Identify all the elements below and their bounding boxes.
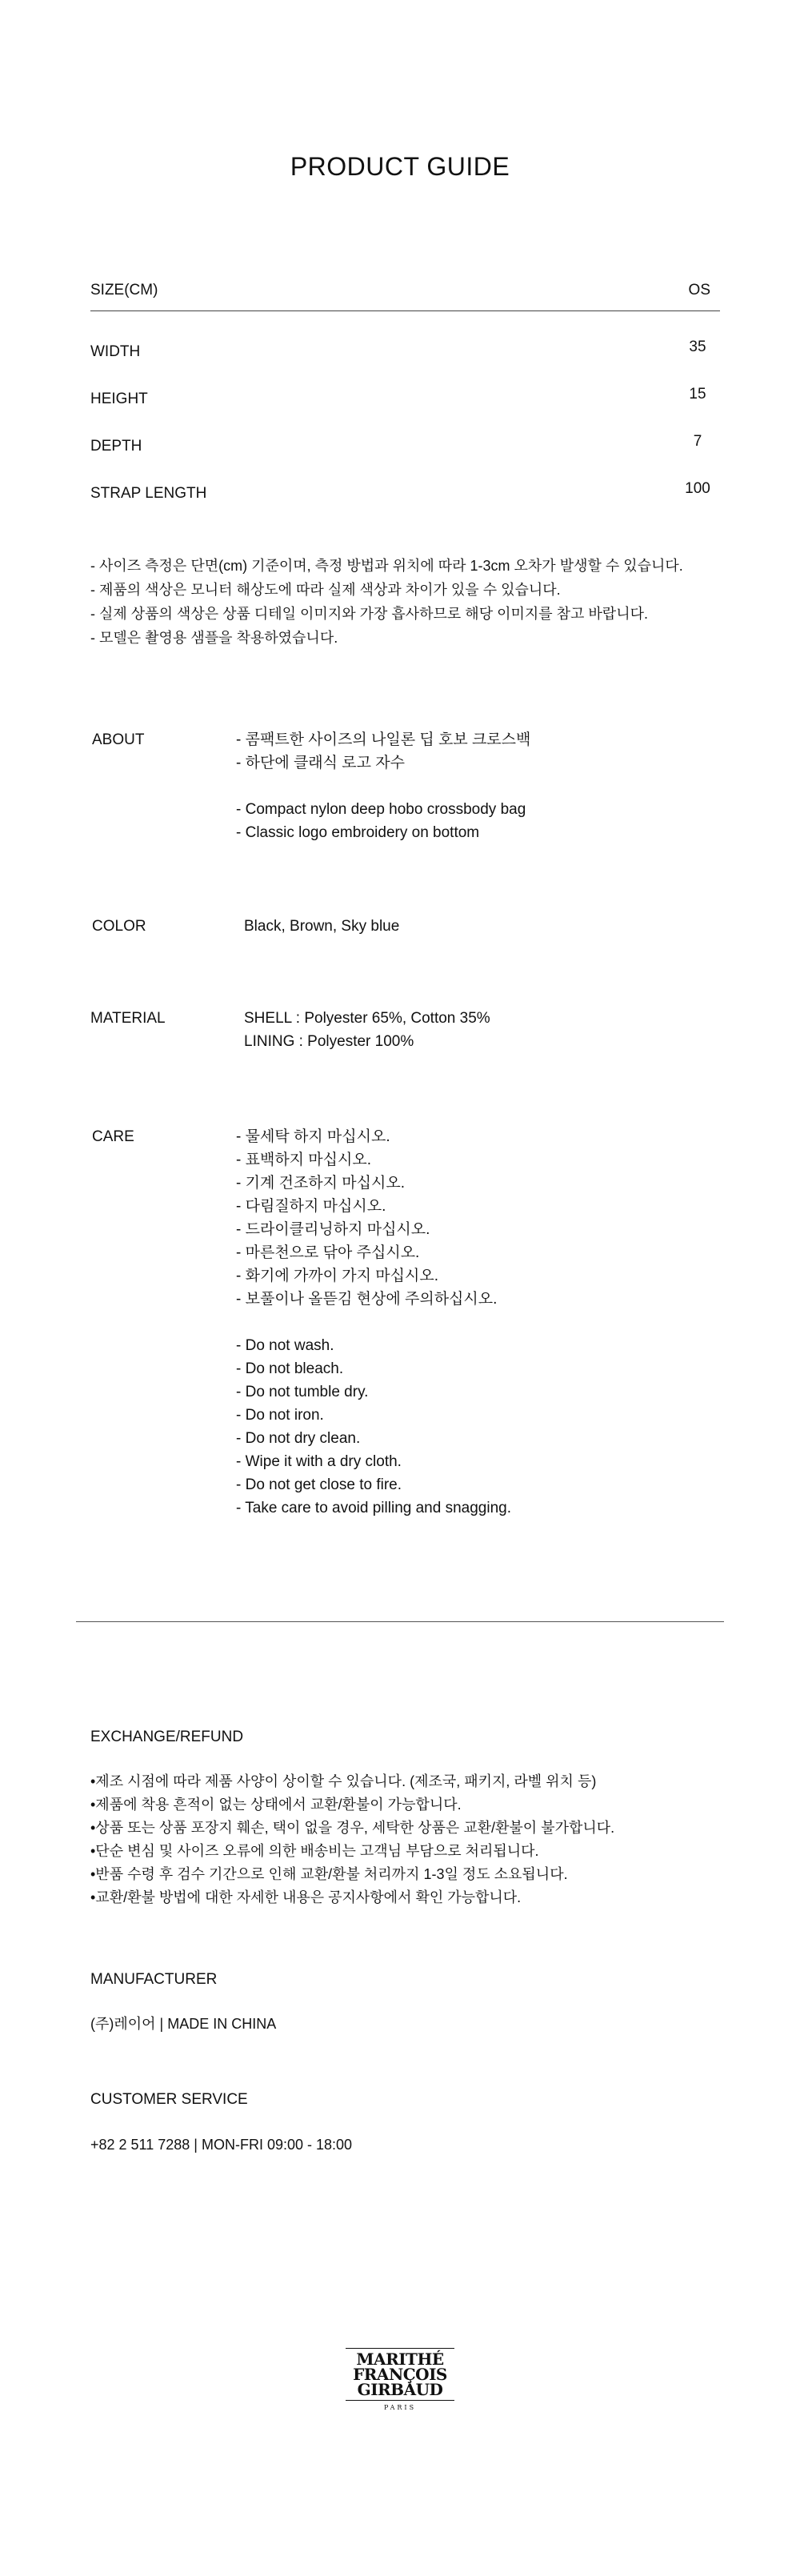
exchange-line: •반품 수령 후 검수 기간으로 인해 교환/환불 처리까지 1-3일 정도 소요됩니다. [90, 1866, 568, 1882]
logo-word: GIRBAUD [357, 2380, 443, 2399]
size-notes [90, 554, 683, 650]
material-lines [244, 1007, 490, 1053]
care-line: - Do not get close to fire. [236, 1476, 402, 1493]
note-line: - 실제 상품의 색상은 상품 디테일 이미지와 가장 흡사하므로 해당 이미지를 참고 바랍니다. [90, 606, 648, 622]
logo-rule-bottom [346, 2400, 454, 2401]
note-line: - 모델은 촬영용 샘플을 착용하였습니다. [90, 630, 338, 646]
exchange-line: •단순 변심 및 사이즈 오류에 의한 배송비는 고객님 부담으로 처리됩니다. [90, 1843, 539, 1859]
care-line [236, 1311, 511, 1334]
size-row-value: 15 [689, 386, 706, 403]
exchange-line: •제조 시점에 따라 제품 사양이 상이할 수 있습니다. (제조국, 패키지, 라벨 위치 등) [90, 1773, 597, 1789]
about-line: - 하단에 클래식 로고 자수 [236, 755, 405, 771]
about-line: - Compact nylon deep hobo crossbody bag [236, 801, 526, 818]
care-line: - Do not bleach. [236, 1360, 344, 1377]
brand-logo [342, 2348, 458, 2420]
size-row-width [90, 339, 720, 367]
logo-sub: PARIS [383, 2404, 417, 2411]
care-label: CARE [92, 1128, 134, 1145]
size-row-value: 7 [693, 433, 702, 450]
care-line: - 드라이클리닝하지 마십시오. [236, 1221, 430, 1238]
size-row-label: DEPTH [90, 438, 142, 455]
care-line: - 다림질하지 마십시오. [236, 1198, 386, 1215]
care-line: - 기계 건조하지 마십시오. [236, 1175, 405, 1192]
section-divider [76, 1621, 724, 1622]
care-line: - 화기에 가까이 가지 마십시오. [236, 1268, 438, 1284]
care-line: - Take care to avoid pilling and snagging. [236, 1500, 511, 1516]
about-label: ABOUT [92, 731, 145, 748]
size-row-value: 100 [685, 480, 710, 497]
logo-rule-top [346, 2348, 454, 2349]
size-header-value: OS [688, 282, 710, 298]
care-line: - Do not wash. [236, 1337, 334, 1354]
care-line: - 물세탁 하지 마십시오. [236, 1128, 390, 1145]
about-lines [236, 728, 530, 844]
customer-service-value: +82 2 511 7288 | MON-FRI 09:00 - 18:00 [90, 2137, 353, 2153]
exchange-line: •상품 또는 상품 포장지 훼손, 택이 없을 경우, 세탁한 상품은 교환/환불이 불가합니다. [90, 1820, 615, 1836]
size-header-label: SIZE(CM) [90, 282, 158, 298]
size-row-strap-length [90, 480, 720, 509]
care-line: - Do not dry clean. [236, 1430, 361, 1447]
exchange-line: •교환/환불 방법에 대한 자세한 내용은 공지사항에서 확인 가능합니다. [90, 1889, 522, 1905]
material-line: LINING : Polyester 100% [244, 1033, 414, 1050]
care-line: - 보풀이나 올뜯김 현상에 주의하십시오. [236, 1291, 498, 1308]
size-row-label: HEIGHT [90, 391, 148, 407]
size-row-label: STRAP LENGTH [90, 485, 207, 502]
customer-service-title: CUSTOMER SERVICE [90, 2091, 248, 2108]
page-title: PRODUCT GUIDE [290, 152, 510, 181]
note-line: - 사이즈 측정은 단면(cm) 기준이며, 측정 방법과 위치에 따라 1-3cm 오차가 발생할 수 있습니다. [90, 558, 683, 574]
about-line: - Classic logo embroidery on bottom [236, 824, 480, 841]
exchange-line: •제품에 착용 흔적이 없는 상태에서 교환/환불이 가능합니다. [90, 1797, 462, 1813]
manufacturer-title: MANUFACTURER [90, 1971, 218, 1988]
color-value: Black, Brown, Sky blue [244, 918, 400, 935]
color-label: COLOR [92, 918, 146, 935]
material-label: MATERIAL [90, 1010, 166, 1027]
size-table-header [90, 278, 720, 311]
manufacturer-value: (주)레이어 | MADE IN CHINA [90, 2016, 277, 2032]
exchange-lines [90, 1770, 614, 1909]
care-lines [236, 1125, 511, 1520]
care-line: - Wipe it with a dry cloth. [236, 1453, 402, 1470]
care-line: - Do not tumble dry. [236, 1384, 369, 1400]
care-line: - 표백하지 마십시오. [236, 1152, 371, 1168]
note-line: - 제품의 색상은 모니터 해상도에 따라 실제 색상과 차이가 있을 수 있습니다. [90, 582, 561, 598]
size-row-height [90, 386, 720, 415]
size-row-label: WIDTH [90, 343, 141, 360]
about-line: - 콤팩트한 사이즈의 나일론 딥 호보 크로스백 [236, 731, 531, 748]
logo-word: FRANÇOIS [353, 2365, 447, 2384]
exchange-title: EXCHANGE/REFUND [90, 1729, 244, 1745]
care-line: - 마른천으로 닦아 주십시오. [236, 1244, 420, 1261]
care-line: - Do not iron. [236, 1407, 324, 1424]
size-row-depth [90, 433, 720, 462]
size-row-value: 35 [689, 339, 706, 355]
about-line [236, 775, 530, 798]
material-line: SHELL : Polyester 65%, Cotton 35% [244, 1010, 490, 1027]
logo-word: MARITHÉ [356, 2350, 444, 2369]
